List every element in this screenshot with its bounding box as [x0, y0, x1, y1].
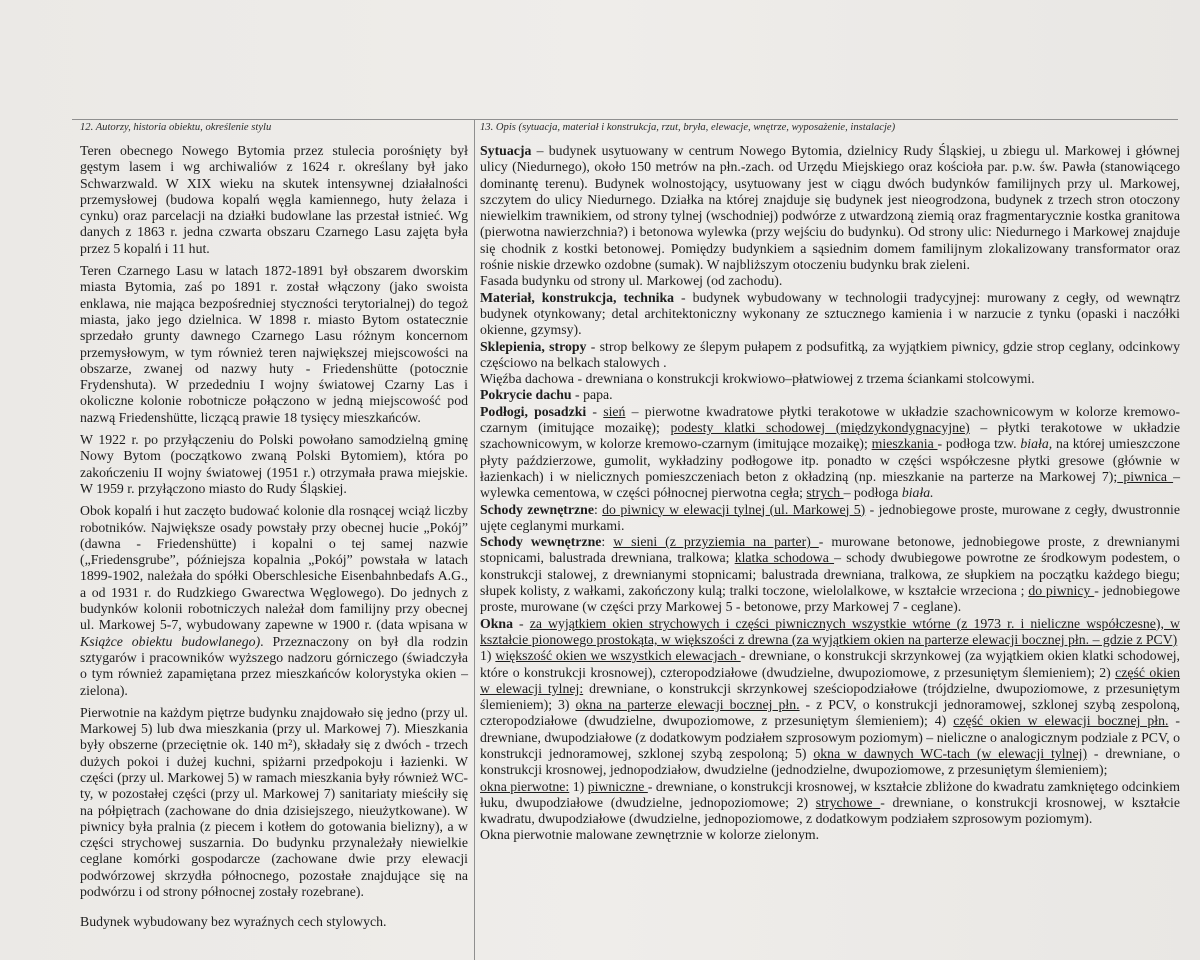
schody-wewnetrzne-paragraph: Schody wewnętrzne: w sieni (z przyziemia na parter) - murowane betonowe, jednobiegowe proste, z drewnianymi stopnicami, balustrada drewniana, tralkowa; klatka schodowa – schody dwubiegowe powrotne ze środkowym podestem, o konstrukcji stalowej, z drewnianymi stopnicami; balustrada drewniana, tralkowa, ze słupkiem na początku każdego biegu; słupek kolisty, z wałkami, zakończony kulą; tralki toczone, wielolalkowe, w kształcie wrzeciona ; do piwnicy - jednobiegowe proste, murowane (w części przy Markowej 5 - betonowe, przy Markowej 7 - ceglane).: [480, 534, 1181, 615]
sytuacja-paragraph: Sytuacja – budynek usytuowany w centrum Nowego Bytomia, dzielnicy Rudy Śląskiej, u zbiegu ul. Markowej i głównej ulicy (Niedurnego), około 150 metrów na płn.-zach. od Urzędu Miejskiego oraz kościoła par. p.w. św. Pawła (stanowiącego dominantę terenu). Budynek wolnostojący, usytuowany jest w ciągu dwóch budynków familijnych przy ul. Markowej, szczytem do ulicy Niedurnego. Działka na której znajduje się budynek jest nieogrodzona, budynek z trzech stron otoczony niewielkim trawnikiem, od strony tylnej (wschodniej) podwórze z utwardzoną ziemią oraz fragmentarycznie kostka granitowa (pierwotna nawierzchnia?) i betonowa wylewka (przy wejściu do budynku). Od strony ulic: Niedurnego i Markowej znajduje się chodnik z kostki betonowej. Pomiędzy budynkiem a sąsiednim domem familijnym zlokalizowany transformator oraz rośnie niskie drzewko ozdobne (sumak). W najbliższym otoczeniu budynku brak zieleni.: [480, 143, 1180, 273]
history-paragraph-2: Teren Czarnego Lasu w latach 1872-1891 był obszarem dworskim miasta Bytomia, zaś po 1891 r. został włączony (jako swoista enklawa, nie mająca bezpośredniej styczności terytorialnej) do tegoż miasta, jako jego dzielnica. W 1898 r. miasto Bytom ostatecznie sprzedało grunty dawnego Czarnego Lasu różnym koncernom przemysłowym, w tym również teren największej miejscowości na obszarze, zwanej od nazwy huty - Friedenshütte (potocznie Frydenshuta). W przededniu I wojny światowej Czarny Las i okoliczne kolonie robotnicze połączono w jedną miejscowość pod nazwą Friedenshütte, liczącą prawie 18 tysięcy mieszkańców.: [80, 263, 468, 425]
material-paragraph: Materiał, konstrukcja, technika - budynek wybudowany w technologii tradycyjnej: murowany z cegły, od wewnątrz budynek otynkowany; detal architektoniczny wykonany ze sztucznego kamienia i w narzucie z tynku (opaski i naczółki okienne, gzymsy).: [480, 289, 1180, 338]
history-paragraph-1: Teren obecnego Nowego Bytomia przez stulecia porośnięty był gęstym lasem i wg archiwaliów z 1624 r. określany był jako Schwarzwald. W XIX wieku na skutek intensywnej działalności przemysłowej (budowa kopalń węgla kamiennego, huty żelaza i cynku) oraz parcelacji na działki budowlane las przestał istnieć. Wg danych z 1863 r. jedna czwarta obszaru Czarnego Lasu zajęta była przez 5 kopalń i 11 hut.: [80, 143, 468, 256]
fasada-line: Fasada budynku od strony ul. Markowej (od zachodu).: [480, 273, 783, 289]
sklepienia-paragraph: Sklepienia, stropy - strop belkowy ze ślepym pułapem z podsufitką, za wyjątkiem piwnicy, gdzie strop ceglany, odcinkowy częściowo na belkach stalowych .: [480, 338, 1181, 370]
section-12-heading: 12. Autorzy, historia obiektu, określenie stylu: [80, 122, 272, 133]
column-divider: [474, 119, 475, 960]
style-statement: Budynek wybudowany bez wyraźnych cech stylowych.: [80, 914, 387, 930]
okna-details-paragraph: 1) większość okien we wszystkich elewacjach - drewniane, o konstrukcji skrzynkowej (za wyjątkiem okien klatki schodowej, które o konstrukcji krosnowej), czteropodziałowe (dwudzielne, dwupoziomowe, z przesuniętym ślemieniem); 2) część okien w elewacji tylnej: drewniane, o konstrukcji skrzynkowej sześciopodziałowe (trójdzielne, dwupoziomowe, z przesuniętym ślemieniem); 3) okna na parterze elewacji bocznej płn. - z PCV, o konstrukcji jednoramowej, szklonej szybą zespoloną, czteropodziałowe (dwudzielne, dwupoziomowe, z przesuniętym ślemieniem); 4) część okien w elewacji bocznej płn. - drewniane, dwupodziałowe (z dodatkowym podziałem szprosowym poziomym) – nieliczne o analogicznym podziale z PCV, o konstrukcji jednoramowej, szklonej szybą zespoloną; 5) okna w dawnych WC-tach (w elewacji tylnej) - drewniane, o konstrukcji krosnowej, jednopodziałow, dwudzielne (jednodzielne, dwupoziomowe, z przesuniętym ślemieniem);: [480, 648, 1181, 778]
okna-paragraph: Okna - za wyjątkiem okien strychowych i części piwnicznych wszystkie wtórne (z 1973 r. i nieliczne współczesne), w kształcie pionowego prostokąta, w większości z drewna (za wyjątkiem okien na parterze elewacji bocznej płn. – gdzie z PCV): [480, 615, 1181, 647]
section-13-column: [480, 121, 1180, 844]
section-12-column: [80, 121, 468, 937]
okna-color-line: Okna pierwotnie malowane zewnętrznie w kolorze zielonym.: [480, 827, 820, 843]
schody-zewnetrzne-paragraph: Schody zewnętrzne: do piwnicy w elewacji tylnej (ul. Markowej 5) - jednobiegowe proste, murowane z cegły, dwustronnie ujęte ceglanymi murkami.: [480, 501, 1180, 533]
section-13-heading: 13. Opis (sytuacja, materiał i konstrukcja, rzut, bryła, elewacje, wnętrze, wyposażenie, instalacje): [480, 122, 896, 133]
table-top-rule: [72, 119, 1178, 120]
history-paragraph-4: Obok kopalń i hut zaczęto budować kolonie dla rosnącej wciąż liczby robotników. Największe osady powstały przy obecnej hucie „Pokój” (dawna - Friedenshütte) i kopalni o tej samej nazwie („Friedensgrube”, późniejsza kopalnia „Pokój” powstała w latach 1899-1902, należała do spółki Oberschlesiche Eisenbahnbedafs A.G., a od 1931 r. do Rudzkiego Gwarectwa Węglowego). Do jednych z budynków kolonii robotniczych należał dom familijny przy obecnej ul. Markowej 5-7, wybudowany zapewne w 1900 r. (data wpisana w Książce obiektu budowlanego). Przeznaczony on był dla rodzin sztygarów i pracowników wyższego nadzoru górniczego (świadczyła o tym również zapamiętana przez mieszkańców kolorystyka okien – zielona).: [80, 503, 468, 698]
book-title-italic: Książce obiektu budowlanego): [80, 633, 261, 649]
history-paragraph-5: Pierwotnie na każdym piętrze budynku znajdowało się jedno (przy ul. Markowej 5) lub dwa mieszkania (przy ul. Markowej 7). Mieszkania były obszerne (przeciętnie ok. 140 m²), składały się z dwóch - trzech dużych pokoi i dużej kuchni, spiżarni przedpokoju i łazienki. W części (przy ul. Markowej 5) w ramach mieszkania były również WC-ty, w pozostałej części (przy ul. Markowej 7) sanitariaty mieściły się na półpiętrach (zachowane do dnia dzisiejszego, nieużytkowane). W piwnicy była pralnia (z piecem i kotłem do gotowania bielizny), a w części strychowej suszarnia. Do budynku przynależały niewielkie ceglane komórki gospodarcze (zachowane dwie przy elewacji podwórzowej skrzydła północnego, pozostałe znajdujące się na podwórzu i od strony północnej zostały rozebrane).: [80, 704, 468, 900]
wiezba-line: Więźba dachowa - drewniana o konstrukcji krokwiowo–płatwiowej z trzema ściankami stolcowymi.: [480, 371, 1035, 387]
history-paragraph-3: W 1922 r. po przyłączeniu do Polski powołano samodzielną gminę Nowy Bytom (początkowo zwaną Polski Bytomiem), która po zakończeniu II wojny światowej (1951 r.) otrzymała prawa miejskie. W 1959 r. przyłączono miasto do Rudy Śląskiej.: [80, 432, 468, 496]
okna-pierwotne-paragraph: okna pierwotne: 1) piwniczne - drewniane, o konstrukcji krosnowej, w kształcie zbliżone do kwadratu zamkniętego odcinkiem łuku, dwupodziałowe (dwudzielne, jednopoziomowe; 2) strychowe - drewniane, o konstrukcji krosnowej, w kształcie kwadratu, dwupodziałowe (dwudzielne, jednopoziomowe, z dodatkowym podziałem szprosowym poziomym).: [480, 778, 1181, 827]
pokrycie-line: Pokrycie dachu - papa.: [480, 387, 613, 403]
podlogi-paragraph: Podłogi, posadzki - sień – pierwotne kwadratowe płytki terakotowe w układzie szachownicowym w kolorze kremowo-czarnym (imitujące mozaikę); podesty klatki schodowej (międzykondygnacyjne) – płytki terakotowe w układzie szachownicowym, w kolorze kremowo-czarnym (imitujące mozaikę); mieszkania - podłoga tzw. biała, na której umieszczone płyty paździerzowe, gumolit, wykładziny podłogowe itp. ponadto w części współczesne płytki gresowe (głównie w łazienkach) i w nielicznych pomieszczeniach beton z okładziną (np. mieszkanie na parterze na Markowej 7); piwnica – wylewka cementowa, w części północnej pierwotna cegła; strych – podłoga biała.: [480, 403, 1181, 501]
